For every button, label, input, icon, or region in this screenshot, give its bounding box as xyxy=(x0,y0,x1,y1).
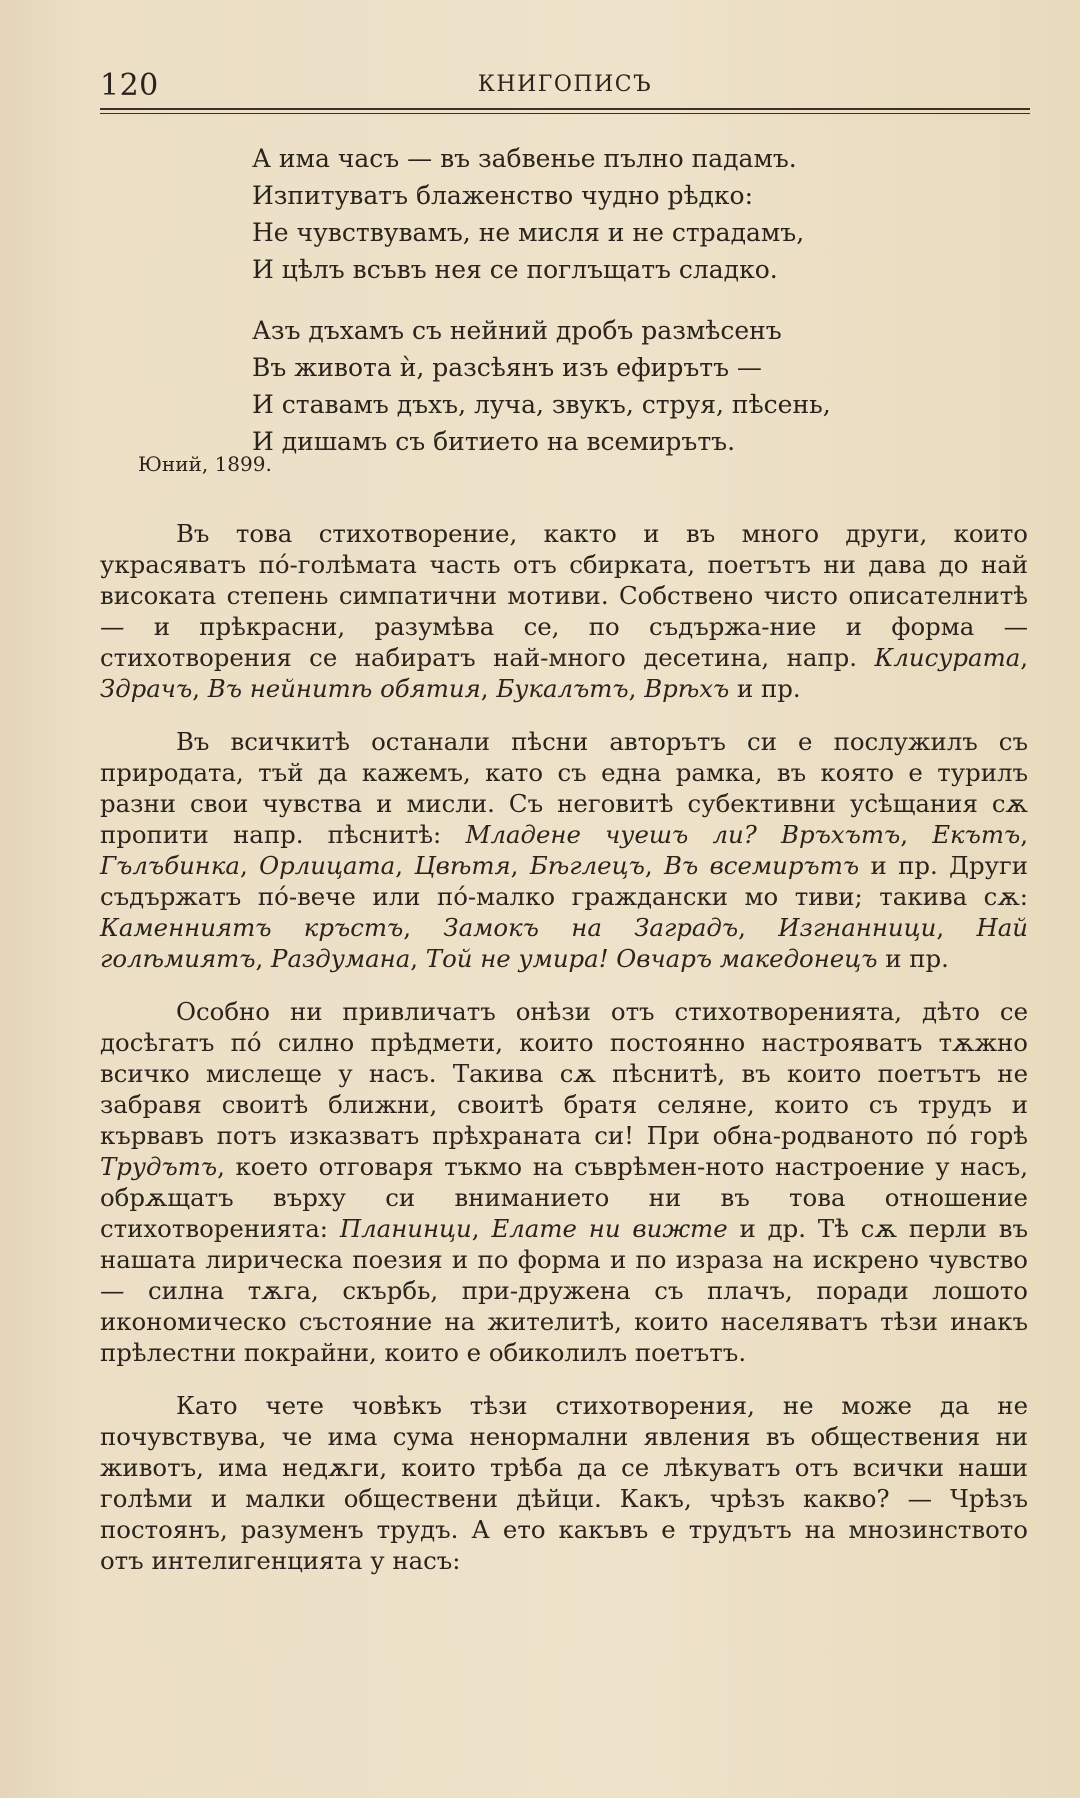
poem-line: И ставамъ дъхъ, луча, звукъ, струя, пѣсень, xyxy=(252,390,831,419)
paragraph-text: Въ всичкитѣ останали пѣсни авторътъ си е послужилъ съ природата, тъй да кажемъ, като съ една рамка, въ която е турилъ разни свои чувства и мисли. Съ неговитѣ субективни усѣщания сѫ пропити напр. пѣснитѣ: xyxy=(100,727,1028,849)
poem-title: Трудътъ xyxy=(100,1152,218,1181)
poem-title: Най голѣмиятъ xyxy=(100,913,1029,973)
header-rule xyxy=(100,108,1030,110)
paragraph-text: и др. Тѣ сѫ перли въ нашата лирическа поезия и по форма и по израза на искрено чувство — силна тѫга, скърбь, при-дружена съ плачъ, поради лошото икономическо състояние на жителитѣ, които населяватъ тѣзи инакъ прѣлестни покрайни, които е обиколилъ поетътъ. xyxy=(100,1214,1028,1367)
poem-title: Раздумана xyxy=(271,944,411,973)
page-header xyxy=(100,68,1030,104)
paragraph-text: и пр. Други съдържатъ пó-вече или пó-малко граждански мо тиви; такива сѫ: xyxy=(100,851,1029,911)
poem-title: Овчаръ македонецъ xyxy=(616,944,878,973)
poem-stanza-2 xyxy=(252,312,952,460)
poem-title: Връхътъ xyxy=(781,820,901,849)
poem-title: Врѣхъ xyxy=(644,674,730,703)
poem-title: Гълъбинка xyxy=(100,851,240,880)
poem-title: Клисурата xyxy=(874,643,1021,672)
running-title: КНИГОПИСЪ xyxy=(477,72,653,97)
paragraph-2: Въ всичкитѣ останали пѣсни авторътъ си е послужилъ съ природата, тъй да кажемъ, като съ една рамка, въ която е турилъ разни свои чувства и мисли. Съ неговитѣ субективни усѣщания сѫ пропити напр. пѣснитѣ: Младене чуешъ ли? Връхътъ, Екътъ, Гълъбинка, Орлицата, Цвѣтя, Бѣглецъ, Въ всемирътъ и пр. Други съдържатъ пó-вече или пó-малко граждански мо тиви; такива сѫ: Каменниятъ кръстъ, Замокъ на Заградъ, Изгнанници, Най голѣмиятъ, Раздумана, Той не умира! Овчаръ македонецъ и пр. xyxy=(100,727,1029,973)
poem-line: И дишамъ съ битието на всемирътъ. xyxy=(252,427,736,456)
poem-title: Каменниятъ кръстъ xyxy=(100,913,404,942)
paragraph-text: Особно ни привличатъ онѣзи отъ стихотворенията, дѣто се досѣгатъ пó силно прѣдмети, които постоянно настрояватъ тѫжно всичко мислеще у насъ. Такива сѫ пѣснитѣ, въ които поетътъ не забравя своитѣ ближни, своитѣ братя селяне, които съ трудъ и кървавъ потъ изказватъ прѣхраната си! При обна-родваното пó горѣ xyxy=(100,997,1028,1150)
poem-title: Орлицата xyxy=(259,851,396,880)
poem-title: Младене чуешъ ли? xyxy=(465,820,757,849)
poem-title: Здрачъ xyxy=(100,674,193,703)
poem-title: Замокъ на Заградъ xyxy=(443,913,739,942)
poem-title: Той не умира! xyxy=(425,944,609,973)
paragraph-text: Въ това стихотворение, както и въ много други, които украсяватъ пó-голѣмата часть отъ сбирката, поетътъ ни дава до най високата степень симпатични мотиви. Собствено чисто описателнитѣ — и прѣкрасни, разумѣва се, по съдържа-ние и форма — стихотворения се набиратъ най-много десетина, напр. xyxy=(100,519,1028,672)
page-number: 120 xyxy=(100,68,159,103)
article-body xyxy=(100,518,1028,1598)
poem-title: Цвѣтя xyxy=(414,851,511,880)
poem-line: И цѣлъ всъвъ нея се поглъщатъ сладко. xyxy=(252,255,778,284)
poem-title: Планинци xyxy=(339,1214,472,1243)
paragraph-1: Въ това стихотворение, както и въ много други, които украсяватъ пó-голѣмата часть отъ сбирката, поетътъ ни дава до най високата степень симпатични мотиви. Собствено чисто описателнитѣ — и прѣкрасни, разумѣва се, по съдържа-ние и форма — стихотворения се набиратъ най-много десетина, напр. Клисурата, Здрачъ, Въ нейнитѣ обятия, Букалътъ, Врѣхъ и пр. xyxy=(100,519,1028,703)
poem-line: Азъ дъхамъ съ нейний дробъ размѣсенъ xyxy=(252,316,782,345)
poem-title: Екътъ xyxy=(932,820,1021,849)
poem-title: Въ нейнитѣ обятия xyxy=(207,674,481,703)
poem-stanza-1 xyxy=(252,140,952,288)
header-rule-thin xyxy=(100,113,1030,114)
poem-line: Не чувствувамъ, не мисля и не страдамъ, xyxy=(252,218,805,247)
poem-line: Въ живота ѝ, разсѣянъ изъ ефирътъ — xyxy=(252,353,762,382)
paragraph-3: Особно ни привличатъ онѣзи отъ стихотворенията, дѣто се досѣгатъ пó силно прѣдмети, които постоянно настрояватъ тѫжно всичко мислеще у насъ. Такива сѫ пѣснитѣ, въ които поетътъ не забравя своитѣ ближни, своитѣ братя селяне, които съ трудъ и кървавъ потъ изказватъ прѣхраната си! При обна-родваното пó горѣ Трудътъ, което отговаря тъкмо на съврѣмен-ното настроение у насъ, обрѫщатъ върху си вниманието ни въ това отношение стихотворенията: Планинци, Елате ни вижте и др. Тѣ сѫ перли въ нашата лирическа поезия и по форма и по израза на искрено чувство — силна тѫга, скърбь, при-дружена съ плачъ, поради лошото икономическо състояние на жителитѣ, които населяватъ тѣзи инакъ прѣлестни покрайни, които е обиколилъ поетътъ. xyxy=(100,997,1028,1367)
paragraph-text: и пр. xyxy=(729,674,801,703)
poem-date: Юний, 1899. xyxy=(138,452,272,476)
paragraph-text: и пр. xyxy=(877,944,949,973)
poem-title: Елате ни вижте xyxy=(491,1214,728,1243)
poem xyxy=(252,140,952,484)
poem-title: Изгнанници xyxy=(778,913,937,942)
poem-title: Бѣглецъ xyxy=(529,851,645,880)
poem-title: Въ всемирътъ xyxy=(664,851,860,880)
paragraph-4 xyxy=(100,1390,1028,1576)
poem-line: Изпитуватъ блаженство чудно рѣдко: xyxy=(252,181,754,210)
paragraph-text: , което отговаря тъкмо на съврѣмен-ното настроение у насъ, обрѫщатъ върху си вниманието ни въ това отношение стихотворенията: xyxy=(100,1152,1028,1243)
poem-line: А има часъ — въ забвенье пълно падамъ. xyxy=(252,144,797,173)
paragraph-text: Като чете човѣкъ тѣзи стихотворения, не може да не почувствува, че има сума ненормални явления въ обществения ни животъ, има недѫги, които трѣба да се лѣкуватъ отъ всички наши голѣми и малки обществени дѣйци. Какъ, чрѣзъ какво? — Чрѣзъ постоянъ, разуменъ трудъ. А ето какъвъ е трудътъ на мнозинството отъ интелигенцията у насъ: xyxy=(100,1391,1028,1575)
poem-title: Букалътъ xyxy=(496,674,629,703)
